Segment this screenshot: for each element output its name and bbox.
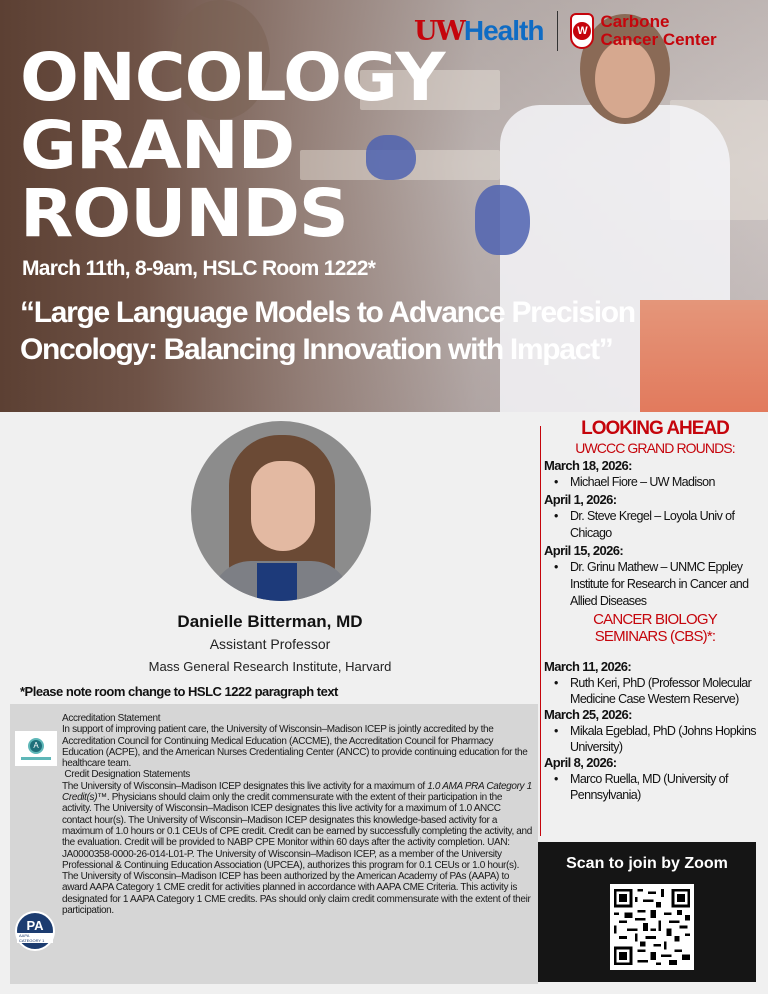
title-line-oncology: ONCOLOGY [20, 39, 445, 116]
aapa-badge-label: PA [26, 918, 44, 933]
speaker-name: Danielle Bitterman, MD [177, 612, 363, 631]
grand-rounds-heading: UWCCC GRAND ROUNDS: [575, 440, 735, 456]
looking-ahead-title: LOOKING AHEAD [581, 418, 729, 439]
zoom-join-label: Scan to join by Zoom [566, 855, 728, 872]
grand-rounds-list [544, 457, 766, 610]
accreditation-seal-icon: A [28, 738, 44, 754]
logo-uw-text: UW [414, 15, 464, 47]
joint-accreditation-badge-icon [15, 731, 57, 766]
photo-shirt [257, 563, 297, 601]
event-date-time-location: March 11th, 8-9am, HSLC Room 1222* [22, 257, 376, 280]
qr-code-graphic [614, 888, 690, 966]
title-line-grand: GRAND [20, 107, 295, 184]
aapa-category-1-badge-icon [15, 911, 55, 951]
accreditation-ribbon [21, 757, 51, 760]
schedule-item: • Marco Ruella, MD (University of Pennsylvania) [544, 771, 766, 803]
page-title [20, 39, 445, 252]
accreditation-text [62, 713, 532, 916]
aapa-paragraph: The University of Wisconsin–Madison ICEP has been authorized by the American Academy of PAs (AAPA) to award AAPA Category 1 CME credit for activities planned in accordance with AAPA CME Criteria. This activity is designated for 1 AAPA Category 1 CME credits. PAs should only claim credit commensurate with the extent of their participation. [62, 871, 531, 917]
schedule-item: • Mikala Egeblad, PhD (Johns Hopkins University) [544, 723, 766, 755]
schedule-date: April 1, 2026: [544, 492, 617, 507]
uw-health-carbone-logo [414, 8, 717, 54]
talk-title-line-2: Oncology: Balancing Innovation with Impact” [20, 333, 613, 366]
uw-crest-icon [570, 13, 594, 49]
schedule-date: March 25, 2026: [544, 707, 632, 722]
title-line-rounds: ROUNDS [20, 175, 348, 252]
schedule-date: March 11, 2026: [544, 659, 632, 674]
schedule-item: • Ruth Keri, PhD (Professor Molecular Medicine Case Western Reserve) [544, 675, 766, 707]
schedule-item: • Dr. Steve Kregel – Loyola Univ of Chicago [544, 508, 766, 542]
carbone-cancer-center-text [600, 13, 716, 49]
hero-banner [0, 0, 768, 412]
logo-divider [557, 11, 558, 51]
schedule-date: April 8, 2026: [544, 755, 617, 770]
accreditation-panel [10, 704, 538, 984]
talk-title [20, 294, 635, 368]
photo-face [251, 461, 315, 551]
accreditation-paragraph: In support of improving patient care, the University of Wisconsin–Madison ICEP is jointly accredited by the Accreditation Council for Continuing Medical Education (ACCME), the Accreditation Council for Pharmacy Education (ACPE), and the American Nurses Credentialing Center (ANCC) to provide continuing education for the healthcare team. [62, 724, 528, 770]
schedule-item: • Dr. Grinu Mathew – UNMC Eppley Institute for Research in Cancer and Allied Diseases [544, 559, 766, 610]
carbone-line: Carbone [600, 12, 670, 31]
schedule-date: April 15, 2026: [544, 543, 624, 558]
cbs-heading: CANCER BIOLOGY SEMINARS (CBS)*: [593, 611, 717, 645]
speaker-institution: Mass General Research Institute, Harvard [148, 659, 392, 674]
credit-text-rest: . Physicians should claim only the credit commensurate with the extent of their participation in the activity. The University of Wisconsin–Madison ICEP designates this live activity for a maximum of 1.0 ANCC contact hour(s). The University of Wisconsin–Madison ICEP designates this knowledge-based activity for a maximum of 1.0 hours or 0.1 CEUs of CPE credit. Credit can be earned by successfully completing the activity, and the evaluation. Credit will be provided to NABP CPE Monitor within 60 days after the activity completion. UAN: JA0000358-0000-26-014-L01-P. The University of Wisconsin–Madison ICEP, as a member of the University Professional & Continuing Education Association (UPCEA), authorizes this program for 0.1 CEUs or 1.0 hour(s). [62, 792, 532, 871]
credit-designation-paragraph [62, 781, 532, 871]
crest-letter: W [573, 22, 591, 40]
cbs-list [544, 659, 766, 803]
orange-object-image [640, 300, 768, 412]
glove-image [475, 185, 530, 255]
talk-title-line-1: “Large Language Models to Advance Precision [20, 296, 635, 329]
aapa-badge-sublabel: AAPA CATEGORY 1 [17, 933, 53, 943]
accreditation-heading: Accreditation Statement [62, 713, 161, 724]
room-change-note: *Please note room change to HSLC 1222 paragraph text [20, 684, 338, 699]
credit-text-start: The University of Wisconsin–Madison ICEP designates this live activity for a maximum of [62, 780, 428, 792]
schedule-date: March 18, 2026: [544, 458, 632, 473]
logo-health-text: Health [463, 15, 544, 46]
schedule-item: • Michael Fiore – UW Madison [544, 474, 766, 491]
credit-designation-heading: Credit Designation Statements [62, 769, 190, 781]
zoom-qr-code-icon[interactable] [610, 884, 694, 970]
ama-credit-italic: 1.0 AMA PRA Category 1 Credit(s)™ [62, 780, 532, 804]
zoom-join-box [538, 842, 756, 982]
cancer-center-line: Cancer Center [600, 30, 717, 49]
looking-ahead-column [544, 418, 766, 803]
speaker-title: Assistant Professor [209, 636, 331, 652]
speaker-photo [191, 421, 371, 601]
column-divider [540, 426, 541, 836]
